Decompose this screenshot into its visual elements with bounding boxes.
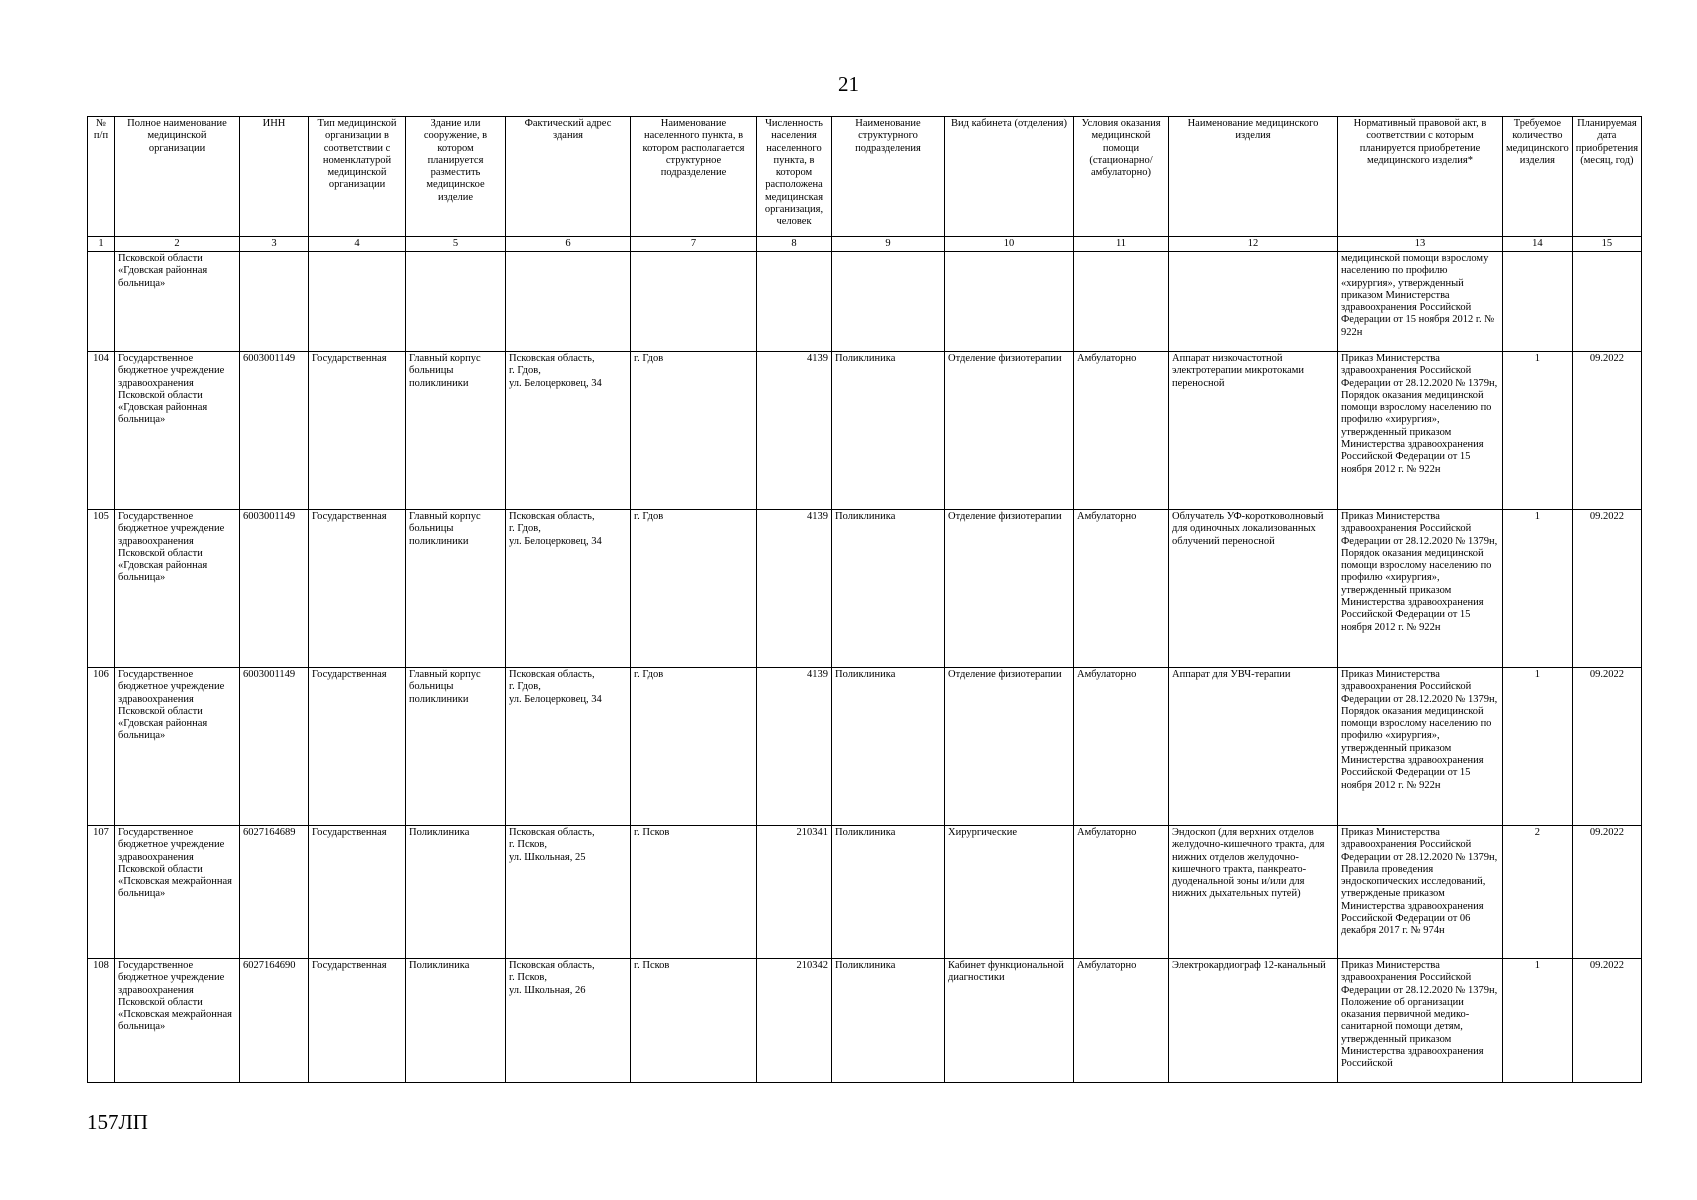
column-number: 7 <box>631 237 757 252</box>
inn-cell: 6003001149 <box>240 510 309 668</box>
org-cell: Псковской области «Гдовская районная больница» <box>115 252 240 352</box>
header-cell: Полное наименование медицинской организации <box>115 117 240 237</box>
header-cell: Вид кабинета (отделения) <box>945 117 1074 237</box>
device-cell: Аппарат низкочастотной электротерапии микротоками переносной <box>1169 352 1338 510</box>
table-row <box>88 352 1642 510</box>
footer-code: 157ЛП <box>87 1110 148 1134</box>
header-cell: Планируемая дата приобретения (месяц, год) <box>1572 117 1641 237</box>
header-cell: Требуемое количество медицинского изделия <box>1503 117 1573 237</box>
locality-cell: г. Псков <box>631 959 757 1083</box>
cabinet-cell: Отделение физиотерапии <box>945 668 1074 826</box>
qty-cell: 2 <box>1503 826 1573 959</box>
inn-cell: 6003001149 <box>240 668 309 826</box>
unit-cell: Поликлиника <box>832 352 945 510</box>
header-cell: Здание или сооружение, в котором планируется разместить медицинское изделие <box>406 117 506 237</box>
inn-cell: 6027164689 <box>240 826 309 959</box>
header-cell: Условия оказания медицинской помощи (стационарно/ амбулаторно) <box>1074 117 1169 237</box>
cabinet-cell: Отделение физиотерапии <box>945 510 1074 668</box>
column-number: 3 <box>240 237 309 252</box>
qty-cell: 1 <box>1503 352 1573 510</box>
equipment-table <box>87 116 1642 1083</box>
building-cell: Поликлиника <box>406 959 506 1083</box>
header-cell: № п/п <box>88 117 115 237</box>
inn-cell: 6027164690 <box>240 959 309 1083</box>
header-cell: Тип медицинской организации в соответствии с номенклатурой медицинской организации <box>309 117 406 237</box>
unit-cell: Поликлиника <box>832 668 945 826</box>
act-cell: Приказ Министерства здравоохранения Российской Федерации от 28.12.2020 № 1379н, Порядок оказания медицинской помощи взрослому населению по профилю «хирургия», утвержденный приказом Министерства здравоохранения Российской Федерации от 15 ноября 2012 г. № 922н <box>1338 352 1503 510</box>
address-cell: Псковская область, г. Гдов, ул. Белоцерковец, 34 <box>506 510 631 668</box>
locality-cell: г. Гдов <box>631 352 757 510</box>
act-cell: Приказ Министерства здравоохранения Российской Федерации от 28.12.2020 № 1379н, Правила проведения эндоскопических исследований, утвержденые приказом Министерства здравоохранения Российской Федерации от 06 декабря 2017 г. № 974н <box>1338 826 1503 959</box>
device-cell: Электрокардиограф 12-канальный <box>1169 959 1338 1083</box>
conditions-cell: Амбулаторно <box>1074 352 1169 510</box>
act-cell: Приказ Министерства здравоохранения Российской Федерации от 28.12.2020 № 1379н, Положение об организации оказания первичной медико-санитарной помощи детям, утвержденный приказом Министерства здравоохранения Российской <box>1338 959 1503 1083</box>
date-cell: 09.2022 <box>1572 826 1641 959</box>
address-cell: Псковская область, г. Гдов, ул. Белоцерковец, 34 <box>506 352 631 510</box>
conditions-cell: Амбулаторно <box>1074 959 1169 1083</box>
header-row <box>88 117 1642 237</box>
population-cell: 4139 <box>757 352 832 510</box>
row-number: 108 <box>88 959 115 1083</box>
date-cell: 09.2022 <box>1572 352 1641 510</box>
column-number: 13 <box>1338 237 1503 252</box>
type-cell: Государственная <box>309 352 406 510</box>
building-cell: Главный корпус больницы поликлиники <box>406 352 506 510</box>
locality-cell: г. Гдов <box>631 668 757 826</box>
unit-cell: Поликлиника <box>832 510 945 668</box>
locality-cell: г. Псков <box>631 826 757 959</box>
qty-cell: 1 <box>1503 959 1573 1083</box>
header-cell: Наименование структурного подразделения <box>832 117 945 237</box>
org-cell: Государственное бюджетное учреждение здравоохранения Псковской области «Псковская межрайонная больница» <box>115 826 240 959</box>
column-number: 4 <box>309 237 406 252</box>
header-cell: Нормативный правовой акт, в соответствии с которым планируется приобретение медицинского изделия* <box>1338 117 1503 237</box>
address-cell: Псковская область, г. Гдов, ул. Белоцерковец, 34 <box>506 668 631 826</box>
row-number: 104 <box>88 352 115 510</box>
conditions-cell: Амбулаторно <box>1074 826 1169 959</box>
unit-cell: Поликлиника <box>832 826 945 959</box>
column-number: 14 <box>1503 237 1573 252</box>
device-cell: Облучатель УФ-коротковолновый для одиночных локализованных облучений переносной <box>1169 510 1338 668</box>
column-number: 10 <box>945 237 1074 252</box>
continuation-row <box>88 252 1642 352</box>
header-cell: Наименование населенного пункта, в котором располагается структурное подразделение <box>631 117 757 237</box>
population-cell: 4139 <box>757 510 832 668</box>
table-row <box>88 826 1642 959</box>
date-cell: 09.2022 <box>1572 668 1641 826</box>
page-number: 21 <box>838 72 859 96</box>
population-cell: 210342 <box>757 959 832 1083</box>
column-number: 1 <box>88 237 115 252</box>
column-number: 5 <box>406 237 506 252</box>
locality-cell: г. Гдов <box>631 510 757 668</box>
table-row <box>88 668 1642 826</box>
cabinet-cell: Отделение физиотерапии <box>945 352 1074 510</box>
column-number: 12 <box>1169 237 1338 252</box>
conditions-cell: Амбулаторно <box>1074 668 1169 826</box>
org-cell: Государственное бюджетное учреждение здравоохранения Псковской области «Гдовская районная больница» <box>115 352 240 510</box>
column-number: 15 <box>1572 237 1641 252</box>
type-cell: Государственная <box>309 959 406 1083</box>
column-number: 11 <box>1074 237 1169 252</box>
act-cell: Приказ Министерства здравоохранения Российской Федерации от 28.12.2020 № 1379н, Порядок оказания медицинской помощи взрослому населению по профилю «хирургия», утвержденный приказом Министерства здравоохранения Российской Федерации от 15 ноября 2012 г. № 922н <box>1338 668 1503 826</box>
cabinet-cell: Кабинет функциональной диагностики <box>945 959 1074 1083</box>
column-number: 2 <box>115 237 240 252</box>
column-number: 9 <box>832 237 945 252</box>
org-cell: Государственное бюджетное учреждение здравоохранения Псковской области «Гдовская районная больница» <box>115 510 240 668</box>
row-number: 107 <box>88 826 115 959</box>
type-cell: Государственная <box>309 668 406 826</box>
unit-cell: Поликлиника <box>832 959 945 1083</box>
org-cell: Государственное бюджетное учреждение здравоохранения Псковской области «Псковская межрайонная больница» <box>115 959 240 1083</box>
header-cell: Численность населения населенного пункта, в котором расположена медицинская организация, человек <box>757 117 832 237</box>
act-cell: Приказ Министерства здравоохранения Российской Федерации от 28.12.2020 № 1379н, Порядок оказания медицинской помощи взрослому населению по профилю «хирургия», утвержденный приказом Министерства здравоохранения Российской Федерации от 15 ноября 2012 г. № 922н <box>1338 510 1503 668</box>
qty-cell: 1 <box>1503 668 1573 826</box>
column-number-row <box>88 237 1642 252</box>
device-cell: Аппарат для УВЧ-терапии <box>1169 668 1338 826</box>
address-cell: Псковская область, г. Псков, ул. Школьная, 26 <box>506 959 631 1083</box>
inn-cell: 6003001149 <box>240 352 309 510</box>
building-cell: Главный корпус больницы поликлиники <box>406 668 506 826</box>
date-cell: 09.2022 <box>1572 959 1641 1083</box>
population-cell: 4139 <box>757 668 832 826</box>
column-number: 8 <box>757 237 832 252</box>
header-cell: ИНН <box>240 117 309 237</box>
population-cell: 210341 <box>757 826 832 959</box>
table-row <box>88 510 1642 668</box>
date-cell: 09.2022 <box>1572 510 1641 668</box>
conditions-cell: Амбулаторно <box>1074 510 1169 668</box>
org-cell: Государственное бюджетное учреждение здравоохранения Псковской области «Гдовская районная больница» <box>115 668 240 826</box>
row-number: 106 <box>88 668 115 826</box>
address-cell: Псковская область, г. Псков, ул. Школьная, 25 <box>506 826 631 959</box>
table-row <box>88 959 1642 1083</box>
cabinet-cell: Хирургические <box>945 826 1074 959</box>
header-cell: Фактический адрес здания <box>506 117 631 237</box>
header-cell: Наименование медицинского изделия <box>1169 117 1338 237</box>
act-cell: медицинской помощи взрослому населению по профилю «хирургия», утвержденный приказом Министерства здравоохранения Российской Федерации от 15 ноября 2012 г. № 922н <box>1338 252 1503 352</box>
type-cell: Государственная <box>309 510 406 668</box>
building-cell: Поликлиника <box>406 826 506 959</box>
column-number: 6 <box>506 237 631 252</box>
type-cell: Государственная <box>309 826 406 959</box>
row-number: 105 <box>88 510 115 668</box>
device-cell: Эндоскоп (для верхних отделов желудочно-кишечного тракта, для нижних отделов желудочно-кишечного тракта, панкреато-дуоденальной зоны и/или для нижних дыхательных путей) <box>1169 826 1338 959</box>
qty-cell: 1 <box>1503 510 1573 668</box>
building-cell: Главный корпус больницы поликлиники <box>406 510 506 668</box>
